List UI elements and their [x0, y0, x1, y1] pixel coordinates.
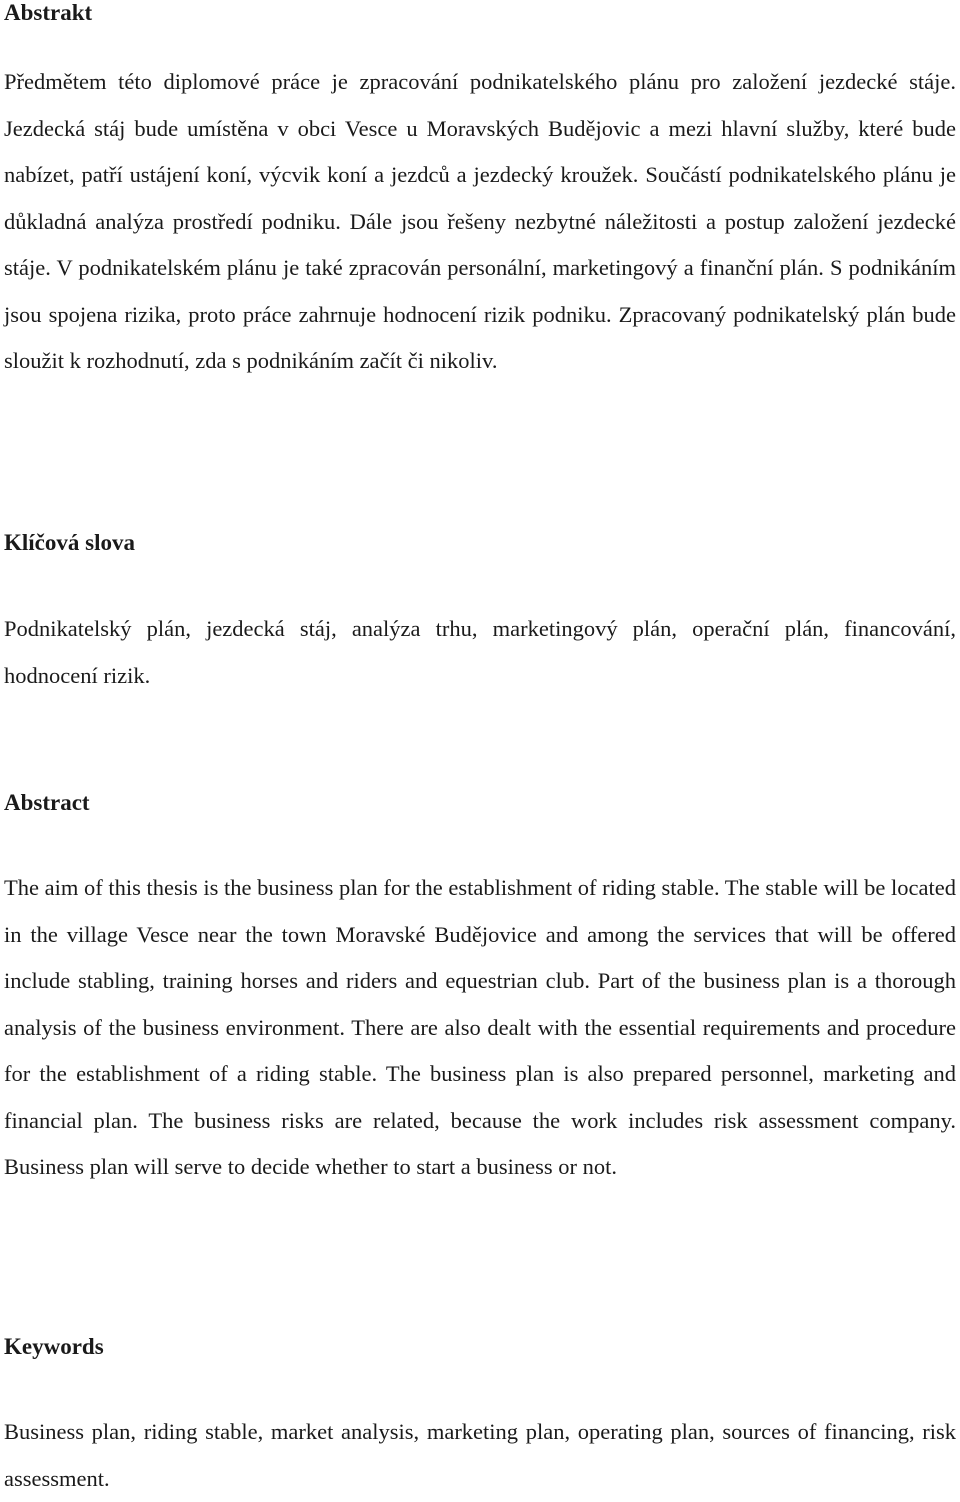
english-keywords-heading: Keywords: [4, 1334, 104, 1359]
english-abstract-heading: Abstract: [4, 790, 90, 815]
czech-abstract-text: Předmětem této diplomové práce je zpracování podnikatelského plánu pro založení jezdecké stáje. Jezdecká stáj bude umístěna v obci Vesce u Moravských Budějovic a mezi hlavní služby, které bude nabízet, patří ustájení koní, výcvik koní a jezdců a jezdecký kroužek. Součástí podnikatelského plánu je důkladná analýza prostředí podniku. Dále jsou řešeny nezbytné náležitosti a postup založení jezdecké stáje. V podnikatelském plánu je také zpracován personální, marketingový a finanční plán. S podnikáním jsou spojena rizika, proto práce zahrnuje hodnocení rizik podniku. Zpracovaný podnikatelský plán bude sloužit k rozhodnutí, zda s podnikáním začít či nikoliv.: [4, 69, 956, 373]
czech-abstract-heading: Abstrakt: [4, 0, 93, 25]
czech-keywords-text: Podnikatelský plán, jezdecká stáj, analýza trhu, marketingový plán, operační plán, financování, hodnocení rizik.: [4, 616, 956, 688]
english-abstract-text: The aim of this thesis is the business plan for the establishment of riding stable. The stable will be located in the village Vesce near the town Moravské Budějovice and among the services that will be offered include stabling, training horses and riders and equestrian club. Part of the business plan is a thorough analysis of the business environment. There are also dealt with the essential requirements and procedure for the establishment of a riding stable. The business plan is also prepared personnel, marketing and financial plan. The business risks are related, because the work includes risk assessment company. Business plan will serve to decide whether to start a business or not.: [4, 875, 956, 1179]
czech-keywords-heading: Klíčová slova: [4, 530, 135, 555]
english-keywords-text: Business plan, riding stable, market analysis, marketing plan, operating plan, sources of financing, risk assessment.: [4, 1419, 956, 1491]
